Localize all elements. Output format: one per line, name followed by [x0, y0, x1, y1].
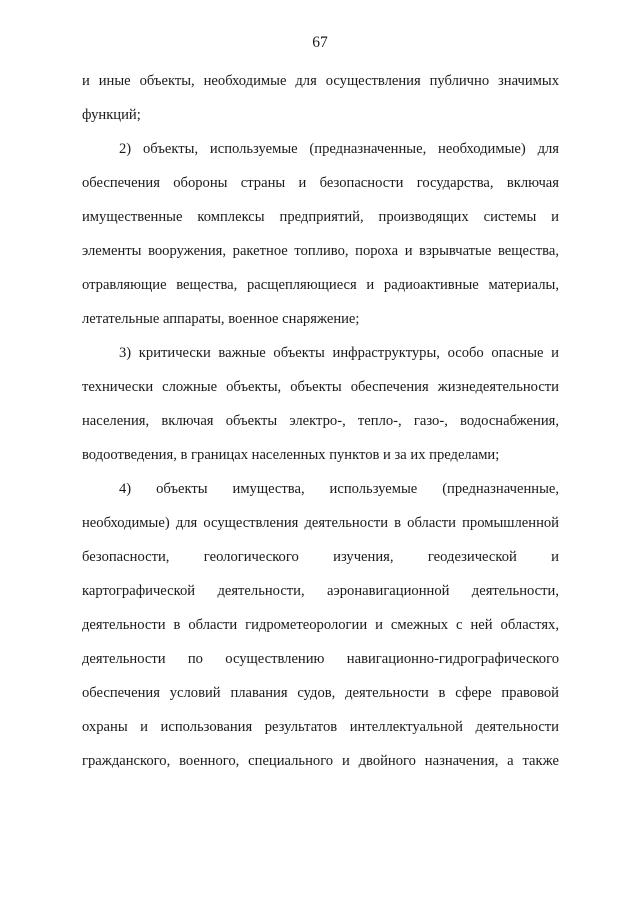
text-line: 2) объекты, используемые (предназначенные, необходимые) для [119, 141, 559, 157]
text-line: обеспечения обороны страны и безопасности государства, включая [82, 175, 559, 191]
text-line: гражданского, военного, специального и двойного назначения, а также [82, 753, 559, 769]
text-line: деятельности в области гидрометеорологии и смежных с ней областях, [82, 617, 559, 633]
text-line: обеспечения условий плавания судов, деятельности в сфере правовой [82, 685, 559, 701]
text-line: картографической деятельности, аэронавигационной деятельности, [82, 583, 559, 599]
text-line: 3) критически важные объекты инфраструктуры, особо опасные и [119, 345, 559, 361]
text-line: охраны и использования результатов интеллектуальной деятельности [82, 719, 559, 735]
text-line: имущественные комплексы предприятий, производящих системы и [82, 209, 559, 225]
document-body [82, 64, 559, 778]
text-line: летательные аппараты, военное снаряжение; [82, 311, 360, 327]
text-line: деятельности по осуществлению навигационно-гидрографического [82, 651, 559, 667]
text-line: и иные объекты, необходимые для осуществления публично значимых [82, 73, 559, 89]
text-line: элементы вооружения, ракетное топливо, пороха и взрывчатые вещества, [82, 243, 559, 259]
text-line: безопасности, геологического изучения, геодезической и [82, 549, 559, 565]
text-line: населения, включая объекты электро-, тепло-, газо-, водоснабжения, [82, 413, 559, 429]
page-number: 67 [312, 34, 328, 51]
text-line: 4) объекты имущества, используемые (предназначенные, [119, 481, 559, 497]
text-line: необходимые) для осуществления деятельности в области промышленной [82, 515, 559, 531]
text-line: отравляющие вещества, расщепляющиеся и радиоактивные материалы, [82, 277, 559, 293]
text-line: функций; [82, 107, 141, 123]
text-line: водоотведения, в границах населенных пунктов и за их пределами; [82, 447, 500, 463]
text-line: технически сложные объекты, объекты обеспечения жизнедеятельности [82, 379, 559, 395]
